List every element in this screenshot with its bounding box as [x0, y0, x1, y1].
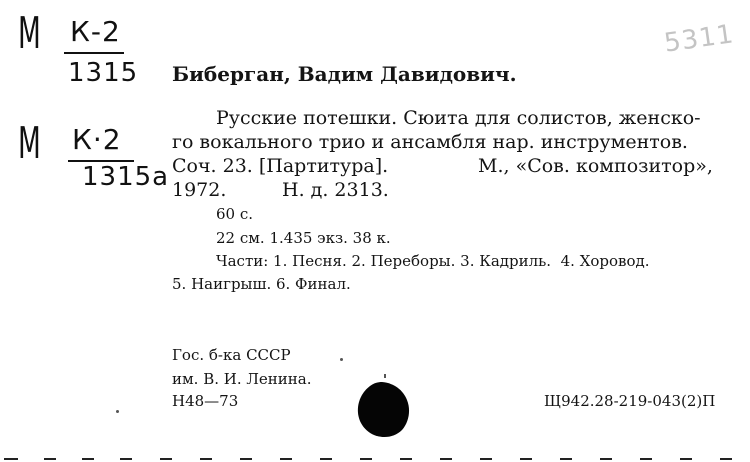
handwritten-mark-top: М — [18, 8, 42, 59]
title-line-2: го вокального трио и ансамбля нар. инструментов. — [172, 131, 688, 153]
handwritten-code-second: К·2 — [72, 123, 122, 156]
contents-line-2: 5. Наигрыш. 6. Финал. — [172, 275, 351, 293]
title-line-3b: М., «Сов. композитор», — [478, 155, 713, 177]
speck — [384, 374, 386, 378]
handwritten-mark-second: М — [18, 118, 42, 169]
title-line-3a: Соч. 23. [Партитура]. — [172, 155, 389, 177]
author-heading: Биберган, Вадим Давидович. — [172, 62, 517, 86]
size-copies-price-line: 22 см. 1.435 экз. 38 к. — [216, 229, 391, 247]
handwritten-underline-top — [64, 52, 124, 54]
title-line-1: Русские потешки. Сюита для солистов, женско- — [216, 107, 701, 129]
handwritten-number-top: 1315 — [68, 58, 139, 88]
faint-stamp-number: 5311 — [662, 19, 736, 59]
title-line-4b: Н. д. 2313. — [282, 179, 389, 201]
library-line-1: Гос. б-ка СССР — [172, 346, 291, 364]
handwritten-code-top: К-2 — [70, 15, 121, 48]
speck — [340, 358, 343, 361]
bottom-edge — [0, 456, 750, 462]
speck — [116, 410, 119, 413]
library-line-2: им. В. И. Ленина. — [172, 370, 312, 388]
title-line-4a: 1972. — [172, 179, 227, 201]
contents-line-1: Части: 1. Песня. 2. Переборы. 3. Кадриль. 4. Хоровод. — [216, 252, 650, 270]
classification-code: Щ942.28-219-043(2)П — [544, 392, 716, 410]
handwritten-number-second: 1315а — [82, 162, 170, 192]
library-line-3: Н48—73 — [172, 392, 239, 410]
ink-blot — [356, 380, 412, 440]
pages-line: 60 с. — [216, 205, 254, 223]
